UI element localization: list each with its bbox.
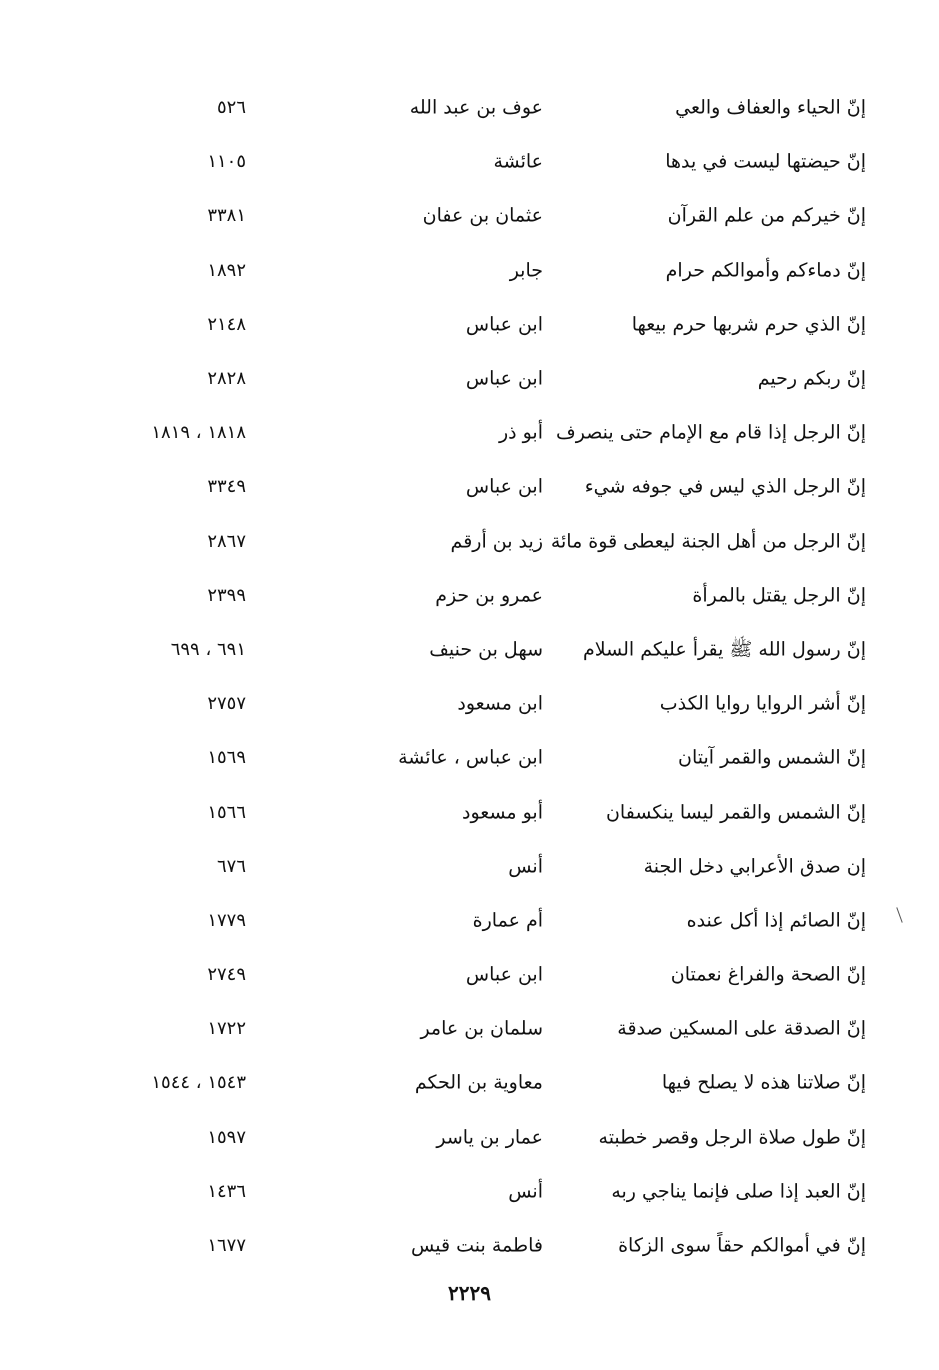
hadith-number: ٢٨٢٨	[207, 368, 246, 390]
narrator-name: ابن عباس	[465, 313, 543, 336]
index-row	[0, 731, 939, 785]
hadith-index-table	[0, 81, 939, 1273]
narrator-name: عائشة	[493, 150, 543, 173]
hadith-opening-text: إنّ الصائم إذا أكل عنده	[686, 909, 866, 932]
hadith-opening-text: إنّ حيضتها ليست في يدها	[665, 150, 866, 173]
hadith-number: ٣٣٤٩	[207, 476, 246, 498]
hadith-number: ١٧٧٩	[207, 909, 246, 931]
hadith-number: ١٥٦٦	[207, 801, 246, 823]
narrator-name: ابن عباس ، عائشة	[398, 746, 543, 769]
hadith-opening-text: إنّ الرجل إذا قام مع الإمام حتى ينصرف	[556, 421, 866, 444]
index-row	[0, 298, 939, 352]
hadith-opening-text: إنّ العبد إذا صلى فإنما يناجي ربه	[611, 1180, 866, 1203]
narrator-name: معاوية بن الحكم	[414, 1071, 543, 1094]
hadith-number: ٢٧٥٧	[207, 693, 246, 715]
narrator-name: سلمان بن عامر	[420, 1017, 543, 1040]
index-row	[0, 569, 939, 623]
hadith-opening-text: إنّ خيركم من علم القرآن	[667, 204, 866, 227]
index-row	[0, 135, 939, 189]
hadith-opening-text: إنّ طول صلاة الرجل وقصر خطبته	[598, 1126, 866, 1149]
hadith-opening-text: إنّ الرجل من أهل الجنة ليعطى قوة مائة	[550, 530, 866, 553]
narrator-name: عمار بن ياسر	[436, 1126, 543, 1149]
index-row	[0, 894, 939, 948]
hadith-opening-text: إنّ الشمس والقمر آيتان	[678, 746, 866, 769]
index-row	[0, 352, 939, 406]
hadith-number: ٢٣٩٩	[207, 584, 246, 606]
hadith-opening-text: إنّ الشمس والقمر ليسا ينكسفان	[605, 801, 866, 824]
hadith-opening-text: إنّ الرجل الذي ليس في جوفه شيء	[584, 475, 866, 498]
hadith-opening-text: إنّ في أموالكم حقاً سوى الزكاة	[618, 1234, 866, 1257]
narrator-name: سهل بن حنيف	[429, 638, 543, 661]
hadith-number: ٢٨٦٧	[207, 530, 246, 552]
narrator-name: عمرو بن حزم	[435, 584, 543, 607]
index-row	[0, 81, 939, 135]
index-row	[0, 785, 939, 839]
hadith-opening-text: إنّ الحياء والعفاف والعي	[675, 96, 866, 119]
hadith-number: ١٥٦٩	[207, 747, 246, 769]
narrator-name: أم عمارة	[472, 909, 543, 932]
narrator-name: أنس	[508, 855, 543, 878]
page-number: ٢٢٢٩	[448, 1281, 491, 1305]
narrator-name: أبو ذر	[498, 421, 543, 444]
index-row	[0, 623, 939, 677]
hadith-opening-text: إنّ الصدقة على المسكين صدقة	[617, 1017, 866, 1040]
index-row	[0, 1219, 939, 1273]
index-row	[0, 840, 939, 894]
narrator-name: ابن مسعود	[457, 692, 543, 715]
index-row	[0, 460, 939, 514]
narrator-name: ابن عباس	[465, 963, 543, 986]
hadith-opening-text: إن صدق الأعرابي دخل الجنة	[643, 855, 866, 878]
hadith-opening-text: إنّ دماءكم وأموالكم حرام	[665, 259, 866, 282]
index-row	[0, 515, 939, 569]
hadith-number: ١٨٩٢	[207, 259, 246, 281]
index-row	[0, 1111, 939, 1165]
index-row	[0, 1165, 939, 1219]
narrator-name: زيد بن أرقم	[450, 530, 543, 553]
index-row	[0, 948, 939, 1002]
narrator-name: جابر	[509, 259, 543, 282]
hadith-opening-text: إنّ أشر الروايا روايا الكذب	[659, 692, 866, 715]
hadith-number: ١٦٧٧	[207, 1235, 246, 1257]
hadith-number: ٦٧٦	[216, 855, 246, 877]
hadith-number: ١٥٤٣ ، ١٥٤٤	[151, 1072, 246, 1094]
hadith-number: ١٨١٨ ، ١٨١٩	[151, 422, 246, 444]
hadith-number: ٣٣٨١	[207, 205, 246, 227]
hadith-number: ٥٢٦	[216, 97, 246, 119]
hadith-opening-text: إنّ رسول الله ﷺ يقرأ عليكم السلام	[583, 638, 866, 661]
narrator-name: ابن عباس	[465, 367, 543, 390]
hadith-opening-text: إنّ الصحة والفراغ نعمتان	[670, 963, 866, 986]
hadith-number: ١٥٩٧	[207, 1126, 246, 1148]
narrator-name: أبو مسعود	[462, 801, 543, 824]
hadith-opening-text: إنّ الذي حرم شربها حرم بيعها	[631, 313, 866, 336]
hadith-opening-text: إنّ ربكم رحيم	[757, 367, 866, 390]
hadith-number: ١٧٢٢	[207, 1018, 246, 1040]
hadith-opening-text: إنّ الرجل يقتل بالمرأة	[692, 584, 866, 607]
hadith-number: ١١٠٥	[207, 151, 246, 173]
hadith-number: ٢٧٤٩	[207, 964, 246, 986]
index-row	[0, 406, 939, 460]
hadith-number: ١٤٣٦	[207, 1180, 246, 1202]
index-row	[0, 189, 939, 243]
hadith-number: ٢١٤٨	[207, 313, 246, 335]
narrator-name: فاطمة بنت قيس	[411, 1234, 543, 1257]
index-row	[0, 1002, 939, 1056]
hadith-number: ٦٩١ ، ٦٩٩	[170, 638, 246, 660]
narrator-name: عثمان بن عفان	[422, 204, 543, 227]
index-row	[0, 244, 939, 298]
narrator-name: عوف بن عبد الله	[409, 96, 543, 119]
hadith-opening-text: إنّ صلاتنا هذه لا يصلح فيها	[661, 1071, 866, 1094]
index-row	[0, 677, 939, 731]
narrator-name: ابن عباس	[465, 475, 543, 498]
narrator-name: أنس	[508, 1180, 543, 1203]
index-row	[0, 1056, 939, 1110]
